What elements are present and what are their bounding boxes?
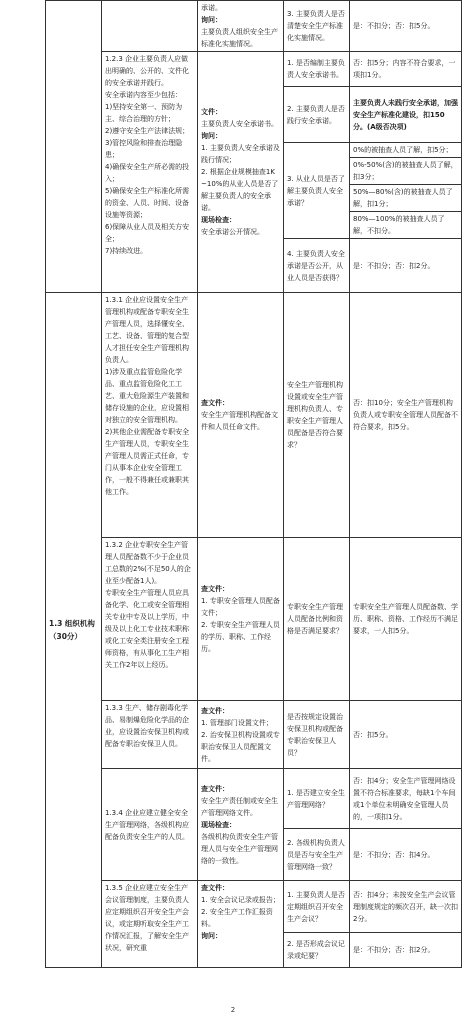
item-cell: 是否按规定设置治安保卫机构或配备专职治安保卫人员？ <box>284 701 350 769</box>
requirement-1-3-5: 1.3.5 企业应建立安全生产会议管理制度，主要负责人应定期组织召开安全生产会议，或定期听取安全生产工作情况汇报，了解安全生产状况，研究重 <box>102 881 198 968</box>
item-cell: 4. 主要负责人安全承诺是否公开，从业人员是否获得？ <box>284 239 350 293</box>
score-cell: 0%-50%(含)的被抽查人员了解，扣3分； <box>350 158 462 185</box>
score-cell: 是：不扣分；否：扣2分。 <box>350 933 462 968</box>
table-row <box>46 881 462 933</box>
score-cell: 是：不扣分；否：扣5分。 <box>350 1 462 52</box>
table-row <box>46 701 462 769</box>
score-cell: 专职安全生产管理人员配备数、学历、职称、资格、工作经历不满足要求，一人扣5分。 <box>350 538 462 701</box>
method-1-3-4: 查文件： 安全生产责任制或安全生产管理网络文件。 现场检查： 各级机构负责安全生产管理人员与安全生产管理网络的一致性。 <box>198 769 284 881</box>
score-cell: 是：不扣分；否：扣2分。 <box>350 239 462 293</box>
table-row <box>46 293 462 538</box>
section-1-3-cell: 1.3 组织机构（30分） <box>46 293 102 968</box>
score-cell: 否：扣10分；安全生产管理机构负责人或专职安全管理人员配备不符合要求，扣5分。 <box>350 293 462 538</box>
table-row <box>46 1 462 52</box>
section-cell-continued <box>46 1 102 293</box>
score-cell: 80%—100%的被抽查人员了解，不扣分。 <box>350 212 462 239</box>
method-cell: 承诺。 询问： 主要负责人组织安全生产标准化实施情况。 <box>198 1 284 52</box>
item-cell: 1. 主要负责人是否定期组织召开安全生产会议？ <box>284 881 350 933</box>
item-cell: 1. 是否建立安全生产管理网络？ <box>284 769 350 829</box>
item-cell: 安全生产管理机构设置或安全生产管理机构负责人、专职安全生产管理人员配备是否符合要求？ <box>284 293 350 538</box>
item-cell: 3. 从业人员是否了解主要负责人安全承诺？ <box>284 143 350 239</box>
item-cell: 2. 各级机构负责人员是否与安全生产管理网络一致？ <box>284 829 350 881</box>
requirement-1-3-2: 1.3.2 企业专职安全生产管理人员配备数不少于企业员工总数的2%(不足50人的企业至少配备1人)。 专职安全生产管理人员应具备化学、化工或安全管理相关专业中专及以上学历，中级及以上化工专业技术职称或化工安全类注册安全工程师资格，有从事化工生产相关工作2年以上经历。 <box>102 538 198 701</box>
score-cell: 否：扣5分。 <box>350 701 462 769</box>
method-1-3-1: 查文件： 安全生产管理机构配备文件和人员任命文件。 <box>198 293 284 538</box>
requirement-cell <box>102 1 198 52</box>
method-1-3-3: 查文件： 1. 管理部门设置文件； 2. 治安保卫机构设置或专职治安保卫人员配置文件。 <box>198 701 284 769</box>
requirement-1-3-1: 1.3.1 企业应设置安全生产管理机构或配备专职安全生产管理人员，选择懂安全、工艺、设备、管理的复合型人才担任安全生产管理机构负责人。 1)涉及重点监管危险化学品、重点监管危险化工工艺、重大危险源生产装置和储存设施的企业，应设置相对独立的安全管理机构。 2)其他企业需配备专职安全生产管理人员，专职安全生产管理人员需正式任命，专门从事本企业安全管理工作，一般不得兼任或兼职其他工作。 <box>102 293 198 538</box>
item-cell: 2. 是否形成会议记录或纪要？ <box>284 933 350 968</box>
score-cell-veto: 主要负责人未践行安全承诺，加强安全生产标准化建设，扣150分。(A级否决项) <box>350 87 462 143</box>
table-row <box>46 52 462 87</box>
item-cell: 1. 是否编制主要负责人安全承诺书。 <box>284 52 350 87</box>
item-cell: 2. 主要负责人是否践行安全承诺。 <box>284 87 350 143</box>
score-cell: 否：扣4分；安全生产管理网络设置不符合标准要求，每缺1个车间或1个单位未明确安全管理人员的，一项扣1分。 <box>350 769 462 829</box>
requirement-1-3-3: 1.3.3 生产、储存剧毒化学品、易制爆危险化学品的企业，应设置治安保卫机构或配备专职治安保卫人员。 <box>102 701 198 769</box>
table-row <box>46 769 462 829</box>
item-cell: 3. 主要负责人是否清楚安全生产标准化实施情况。 <box>284 1 350 52</box>
method-1-3-2: 查文件： 1. 专职安全管理人员配备文件； 2. 专职安全生产管理人员的学历、职称、工作经历。 <box>198 538 284 701</box>
score-cell: 50%—80%(含)的被抽查人员了解，扣1分； <box>350 185 462 212</box>
score-cell: 否：扣5分；内容不符合要求，一项扣1分。 <box>350 52 462 87</box>
method-1-2-3: 文件： 主要负责人安全承诺书。 询问： 1. 主要负责人安全承诺及践行情况； 2. 根据企业规模抽查1K~10%的从业人员是否了解主要负责人的安全承诺。 现场检查： 安全承诺公开情况。 <box>198 52 284 293</box>
score-cell: 0%的被抽查人员了解，扣5分； <box>350 143 462 158</box>
table-row <box>46 538 462 701</box>
requirement-1-3-4: 1.3.4 企业应建立健全安全生产管理网络，各级机构应配备负责安全生产的人员。 <box>102 769 198 881</box>
page-number: 2 <box>230 1006 236 1014</box>
score-cell: 是：不扣分；否：扣4分。 <box>350 829 462 881</box>
score-cell: 否：扣4分；未按安全生产会议管理制度规定的频次召开，缺一次扣2分。 <box>350 881 462 933</box>
item-cell: 专职安全生产管理人员配备比例和资格是否满足要求？ <box>284 538 350 701</box>
evaluation-table <box>45 0 462 968</box>
standard-table-page <box>45 0 461 968</box>
requirement-1-2-3: 1.2.3 企业主要负责人应做出明确的、公开的、文件化的安全承诺并践行。 安全承诺内容至少包括： 1)坚持安全第一、预防为主、综合治理的方针； 2)遵守安全生产法律法规； 3)管控风险和排查治理隐患； 4)确保安全生产所必需的投入； 5)确保安全生产标准化所需的资金、人员、时间、设备设施等资源； 6)保障从业人员及相关方安全； 7)持续改进。 <box>102 52 198 293</box>
method-1-3-5: 查文件： 1. 安全会议记录或报告； 2. 安全生产工作汇报资料。 询问： <box>198 881 284 968</box>
